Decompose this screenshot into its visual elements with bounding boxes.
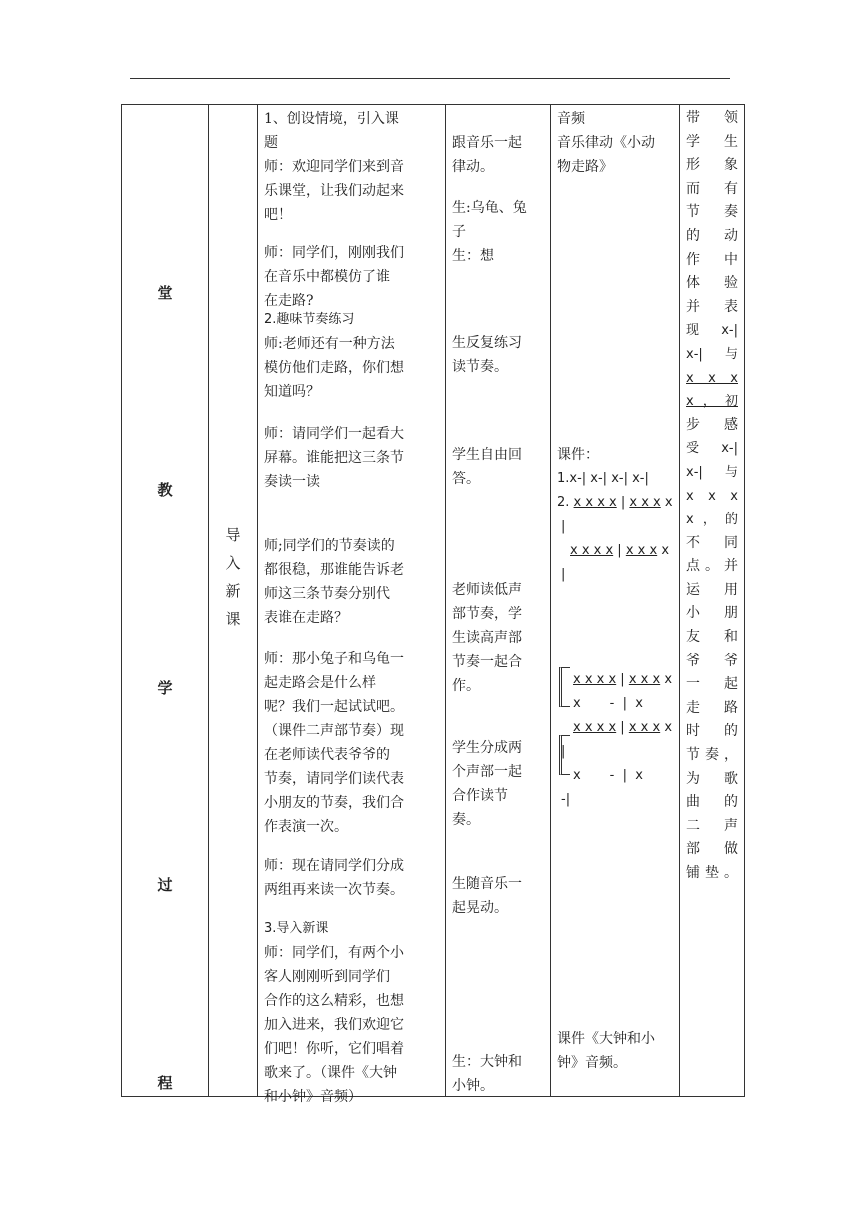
section-column	[209, 105, 258, 1097]
stage-char: 程	[157, 1074, 173, 1092]
teacher-activity-column	[258, 105, 446, 1105]
stage-char: 堂	[157, 284, 173, 302]
student-block: 生:乌龟、兔 子 生：想	[452, 200, 527, 264]
stage-column	[122, 105, 209, 1097]
student-block: 生反复练习 读节奏。	[452, 335, 522, 375]
teacher-block: 2.趣味节奏练习 师:老师还有一种方法 模仿他们走路，你们想 知道吗？	[264, 308, 440, 404]
student-block: 生随音乐一 起晃动。	[452, 876, 522, 916]
section-heading: 3.导入新课	[264, 921, 329, 936]
teacher-block: 师：同学们，刚刚我们 在音乐中都模仿了谁 在走路?	[264, 245, 404, 309]
teacher-block: 3.导入新课 师：同学们，有两个小 客人刚刚听到同学们 合作的这么精彩，也想 加入进来，我们欢迎它 们吧！你听，它们唱着 歌来了。（课件《大钟 和小钟》音频）	[264, 917, 440, 1109]
rhythm-line: x x x x | x x x x	[573, 720, 673, 735]
student-block: 学生分成两 个声部一起 合作读节 奏。	[452, 740, 522, 828]
header-rule	[130, 78, 730, 79]
teacher-block: 1、创设情境，引入课 题 师：欢迎同学们来到音 乐课堂，让我们动起来 吧！	[264, 111, 404, 223]
rhythm-line: 2. x x x x | x x x x	[557, 495, 673, 510]
purpose-note: 带 领 学 生 形 象 而 有 节 奏 的 动 作 中 体 验 并 表 现 x-| x-| 与 x x x x，初 步 感 受 x-| x-| 与 x x x x，的 不 同 点。并 运 用 小 朋 友 和 爷 爷 一 起 走 路 时 的 节奏， 为 歌 曲 的 二 声 部 做 铺垫。	[686, 110, 738, 881]
teacher-block: 师;同学们的节奏读的 都很稳，那谁能告诉老 师这三条节奏分别代 表谁在走路？	[264, 538, 404, 626]
rhythm-line: x - | x	[573, 696, 643, 711]
rhythm-label: 课件：	[557, 447, 599, 463]
stage-char: 过	[157, 876, 173, 894]
student-block: 老师读低声 部节奏，学 生读高声部 节奏一起合 作。	[452, 582, 522, 694]
rhythm-line: x x x x | x x x x	[570, 543, 670, 558]
section-heading: 2.趣味节奏练习	[264, 312, 355, 327]
rhythm-line: x x x x | x x x x	[573, 672, 673, 687]
teacher-block: 师：那小兔子和乌龟一 起走路会是什么样 呢？我们一起试试吧。 （课件二声部节奏）现 在老师读代表爷爷的 节奏，请同学们读代表 小朋友的节奏，我们合 作表演一次。	[264, 651, 404, 835]
rhythm-line: 1.x-| x-| x-| x-|	[557, 471, 649, 486]
teacher-block: 师：请同学们一起看大 屏幕。谁能把这三条节 奏读一读	[264, 426, 404, 490]
stage-char: 学	[157, 679, 173, 697]
student-block: 学生自由回 答。	[452, 447, 522, 487]
two-part-rhythm: x x x x | x x x x x - | x x x x x | x x x x | x - | x -|	[557, 668, 674, 812]
media-block: 课件《大钟和小 钟》音频。	[557, 1031, 655, 1071]
teacher-block: 师：现在请同学们分成 两组再来读一次节奏。	[264, 858, 404, 898]
media-block: 音频 音乐律动《小动 物走路》	[557, 111, 655, 175]
rhythm-block: 课件： 1.x-| x-| x-| x-| 2. x x x x | x x x x | x x x x | x x x x |	[557, 443, 674, 587]
rhythm-line: x - | x	[573, 768, 643, 783]
student-block: 跟音乐一起 律动。	[452, 135, 522, 175]
media-column	[551, 105, 680, 1097]
stage-char: 教	[157, 481, 173, 499]
lesson-plan-table	[121, 104, 745, 1105]
student-activity-column	[446, 105, 551, 1097]
student-block: 生：大钟和 小钟。	[452, 1054, 522, 1094]
section-label: 导 入 新 课	[225, 526, 241, 628]
purpose-column	[680, 105, 745, 1097]
table-row	[122, 105, 745, 1097]
